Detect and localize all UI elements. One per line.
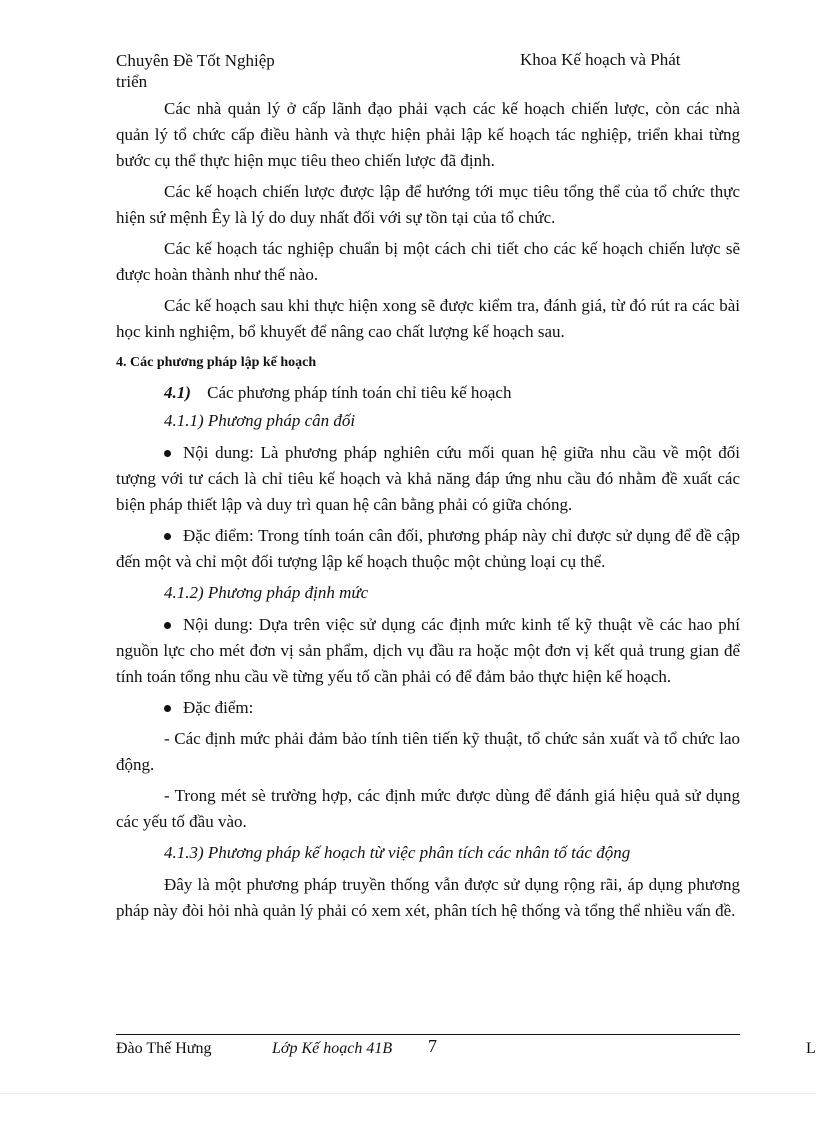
bullet-icon	[164, 533, 171, 540]
bullet-text: Đặc điểm:	[183, 698, 254, 717]
bullet-icon	[164, 705, 171, 712]
subsubsection-heading: 4.1.3) Phương pháp kế hoạch từ việc phân tích các nhân tố tác động	[164, 843, 631, 862]
subsection-number: 4.1)	[164, 383, 191, 402]
paragraph: Các kế hoạch sau khi thực hiện xong sẽ được kiểm tra, đánh giá, từ đó rút ra các bài học kinh nghiệm, bổ khuyết để nâng cao chất lượng kế hoạch sau.	[116, 296, 740, 341]
dash-item: - Trong mét sè trường hợp, các định mức được dùng để đánh giá hiệu quả sử dụng các yếu tố đầu vào.	[116, 786, 740, 831]
paragraph: Đây là một phương pháp truyền thống vẫn được sử dụng rộng rãi, áp dụng phương pháp này đòi hỏi nhà quản lý phải có xem xét, phân tích hệ thống và tổng thể nhiều vấn đề.	[116, 875, 740, 920]
dash-item: - Các định mức phải đảm bảo tính tiên tiến kỹ thuật, tổ chức sản xuất và tổ chức lao động.	[116, 729, 740, 774]
bullet-icon	[164, 622, 171, 629]
page-number: 7	[428, 1036, 437, 1056]
bullet-icon	[164, 450, 171, 457]
header-left	[116, 50, 275, 92]
page-divider	[0, 1093, 816, 1094]
subsection-heading	[164, 380, 740, 406]
header-left-title: Chuyên Đề Tốt Nghiệp	[116, 51, 275, 70]
header-wrap-text: triển	[116, 72, 148, 91]
bullet-item	[116, 695, 740, 721]
footer-edge-text: L	[806, 1040, 816, 1057]
bullet-text: Nội dung: Là phương pháp nghiên cứu mối quan hệ giữa nhu cầu về một đối tượng với tư cách là chỉ tiêu kế hoạch và khả năng đáp ứng nhu cầu đó nhằm đề xuất các biện pháp thiết lập và duy trì quan hệ cân bằng phải có giữa chóng.	[116, 443, 740, 514]
bullet-text: Nội dung: Dựa trên việc sử dụng các định mức kinh tế kỹ thuật về các hao phí nguồn lực cho mét đơn vị sản phẩm, dịch vụ đầu ra hoặc một đơn vị kết quả trung gian để tính toán tổng nhu cầu về từng yếu tố cần phải có để đảm bảo thực hiện kế hoạch.	[116, 615, 740, 686]
footer-author: Đào Thế Hưng	[116, 1040, 212, 1057]
paragraph: Các kế hoạch tác nghiệp chuẩn bị một cách chi tiết cho các kế hoạch chiến lược sẽ được hoàn thành như thế nào.	[116, 239, 740, 284]
bullet-item	[116, 523, 740, 575]
subsubsection-heading: 4.1.2) Phương pháp định mức	[164, 583, 369, 602]
body-content	[116, 96, 740, 929]
bullet-item	[116, 440, 740, 518]
subsection-title: Các phương pháp tính toán chỉ tiêu kế hoạch	[207, 383, 512, 402]
footer-rule	[116, 1034, 740, 1035]
paragraph: Các nhà quản lý ở cấp lãnh đạo phải vạch các kế hoạch chiến lược, còn các nhà quản lý tổ chức cấp điều hành và thực hiện phải lập kế hoạch tác nghiệp, triển khai từng bước cụ thể thực hiện mục tiêu theo chiến lược đã định.	[116, 99, 740, 170]
header-right: Khoa Kế hoạch và Phát	[520, 50, 681, 69]
bullet-item	[116, 612, 740, 690]
paragraph: Các kế hoạch chiến lược được lập để hướng tới mục tiêu tổng thể của tổ chức thực hiện sứ mệnh Êy là lý do duy nhất đối với sự tồn tại của tổ chức.	[116, 182, 740, 227]
subsubsection-heading: 4.1.1) Phương pháp cân đối	[164, 411, 356, 430]
section-heading: 4. Các phương pháp lập kế hoạch	[116, 355, 317, 370]
bullet-text: Đặc điểm: Trong tính toán cân đối, phương pháp này chỉ được sử dụng để đề cập đến một và chỉ một đối tượng lập kế hoạch thuộc một chủng loại cụ thể.	[116, 526, 740, 571]
footer-class: Lớp Kế hoạch 41B	[272, 1040, 393, 1057]
